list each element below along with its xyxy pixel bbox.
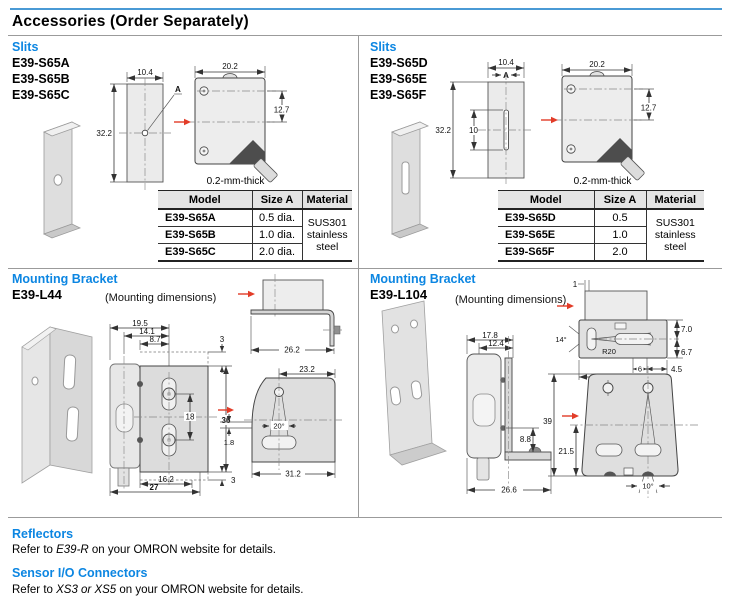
model-name: E39-S65C xyxy=(12,88,70,102)
slit-d-side-drawing xyxy=(540,60,665,185)
cell-size: 2.0 dia. xyxy=(252,244,302,262)
dim-label: 31.2 xyxy=(285,469,301,479)
l44-bottom-drawing xyxy=(218,366,348,486)
mounting-dimensions-note: (Mounting dimensions) xyxy=(105,292,217,304)
cell-model: E39-S65D xyxy=(498,209,594,227)
col-header-size: Size A xyxy=(252,191,302,210)
dim-label: 18 xyxy=(185,412,195,422)
grid-line-bottom xyxy=(8,517,722,518)
view-direction-arrow xyxy=(551,117,558,123)
view-direction-arrow xyxy=(248,291,255,297)
slit-a-side-drawing xyxy=(173,62,298,187)
connectors-note xyxy=(12,584,303,596)
dim-label: 8.7 xyxy=(149,335,161,344)
col-header-material: Material xyxy=(646,191,704,210)
dim-label: 14° xyxy=(555,335,567,344)
view-direction-arrow xyxy=(184,119,191,125)
grid-line-vertical xyxy=(358,35,359,517)
dim-label: 12.7 xyxy=(273,105,290,115)
slit-plate-3d-image xyxy=(20,110,100,245)
slits-right-models xyxy=(370,55,428,103)
slit-spec-table-right xyxy=(498,190,704,262)
col-header-model: Model xyxy=(498,191,594,210)
cell-model: E39-S65A xyxy=(158,209,252,227)
dim-label: 26.2 xyxy=(284,345,300,355)
note-text: on your OMRON website for details. xyxy=(88,544,276,556)
mounting-dimensions-note: (Mounting dimensions) xyxy=(455,294,567,306)
bracket-left-model: E39-L44 xyxy=(12,287,62,302)
dim-label: 1.8 xyxy=(223,438,235,447)
dim-label: 10° xyxy=(642,481,654,491)
cell-size: 0.5 dia. xyxy=(252,209,302,227)
dim-label: 10 xyxy=(469,126,478,135)
cell-size: 0.5 xyxy=(594,209,646,227)
view-direction-arrow xyxy=(572,413,579,419)
dim-label: 16.2 xyxy=(158,475,174,484)
note-text: Refer to xyxy=(12,584,57,596)
dim-label: 12.4 xyxy=(488,339,504,348)
cell-size: 1.0 dia. xyxy=(252,227,302,244)
dim-label: 17.8 xyxy=(482,331,498,340)
grid-line-middle xyxy=(8,268,722,269)
dim-label: 6 xyxy=(637,364,643,374)
dim-label: 39 xyxy=(543,417,552,426)
dim-label: 1 xyxy=(572,280,578,289)
grid-line-top xyxy=(8,35,722,36)
table-row xyxy=(498,209,704,227)
dim-label: 32.2 xyxy=(435,126,451,135)
dim-label: 7.0 xyxy=(681,325,693,334)
bracket-left-heading: Mounting Bracket xyxy=(12,272,118,286)
dim-label: 23.2 xyxy=(299,365,315,374)
note-text: Refer to xyxy=(12,544,57,556)
slot-size-label: A xyxy=(503,71,509,80)
dim-label: 3 xyxy=(231,476,236,485)
top-rule xyxy=(10,8,722,10)
cell-material: SUS301 stainless steel xyxy=(302,209,352,261)
page-title: Accessories (Order Separately) xyxy=(12,13,249,30)
table-row xyxy=(158,209,352,227)
col-header-model: Model xyxy=(158,191,252,210)
dim-label: 10.4 xyxy=(137,68,153,77)
cell-model: E39-S65F xyxy=(498,244,594,262)
dim-label: 3 xyxy=(219,335,225,344)
dim-label: 36 xyxy=(221,416,231,425)
view-direction-arrow xyxy=(567,303,574,309)
l-bracket-3d-image xyxy=(12,315,107,485)
slits-left-heading: Slits xyxy=(12,40,39,54)
model-reference: E39-R xyxy=(56,544,89,556)
dim-label: 19.5 xyxy=(132,319,148,328)
model-name: E39-S65B xyxy=(12,72,70,86)
tall-bracket-3d-image xyxy=(362,295,452,475)
view-direction-arrow xyxy=(227,407,234,413)
dim-label: 14.1 xyxy=(139,327,155,336)
reflectors-heading: Reflectors xyxy=(12,527,74,541)
thickness-note: 0.2-mm-thick xyxy=(573,176,632,187)
dim-label: 26.6 xyxy=(501,485,517,495)
col-header-size: Size A xyxy=(594,191,646,210)
dim-label: 20.2 xyxy=(589,60,605,69)
dim-label: 10.4 xyxy=(498,58,514,67)
connectors-heading: Sensor I/O Connectors xyxy=(12,566,148,580)
dim-label: 32.2 xyxy=(96,129,112,138)
dim-label: 21.5 xyxy=(558,447,574,456)
slits-left-models xyxy=(12,55,70,103)
bracket-right-model: E39-L104 xyxy=(370,287,428,302)
note-text: on your OMRON website for details. xyxy=(116,584,304,596)
cell-material: SUS301 stainless steel xyxy=(646,209,704,261)
cell-size: 2.0 xyxy=(594,244,646,262)
dim-label: 12.7 xyxy=(640,103,657,113)
hole-size-label: A xyxy=(175,85,181,94)
dim-label: 27 xyxy=(149,483,159,492)
slits-right-heading: Slits xyxy=(370,40,397,54)
dim-label: 20° xyxy=(273,421,285,431)
l44-side-drawing xyxy=(237,272,342,367)
cell-model: E39-S65C xyxy=(158,244,252,262)
thickness-note: 0.2-mm-thick xyxy=(206,176,265,187)
slit-spec-table xyxy=(158,190,352,262)
cell-model: E39-S65B xyxy=(158,227,252,244)
model-name: E39-S65E xyxy=(370,72,427,86)
dim-label: 6.7 xyxy=(681,348,693,357)
cell-size: 1.0 xyxy=(594,227,646,244)
slit-d-front-drawing xyxy=(430,58,545,188)
l104-front-drawing xyxy=(540,362,725,507)
dim-label: R20 xyxy=(602,347,616,356)
model-name: E39-S65F xyxy=(370,88,427,102)
col-header-material: Material xyxy=(302,191,352,210)
dim-label: 4.5 xyxy=(671,365,683,374)
dim-label: 8.8 xyxy=(519,435,531,444)
bracket-right-heading: Mounting Bracket xyxy=(370,272,476,286)
model-name: E39-S65A xyxy=(12,56,70,70)
model-name: E39-S65D xyxy=(370,56,428,70)
model-reference: XS3 or XS5 xyxy=(56,584,117,596)
reflectors-note xyxy=(12,544,276,556)
dim-label: 20.2 xyxy=(222,62,238,71)
cell-model: E39-S65E xyxy=(498,227,594,244)
